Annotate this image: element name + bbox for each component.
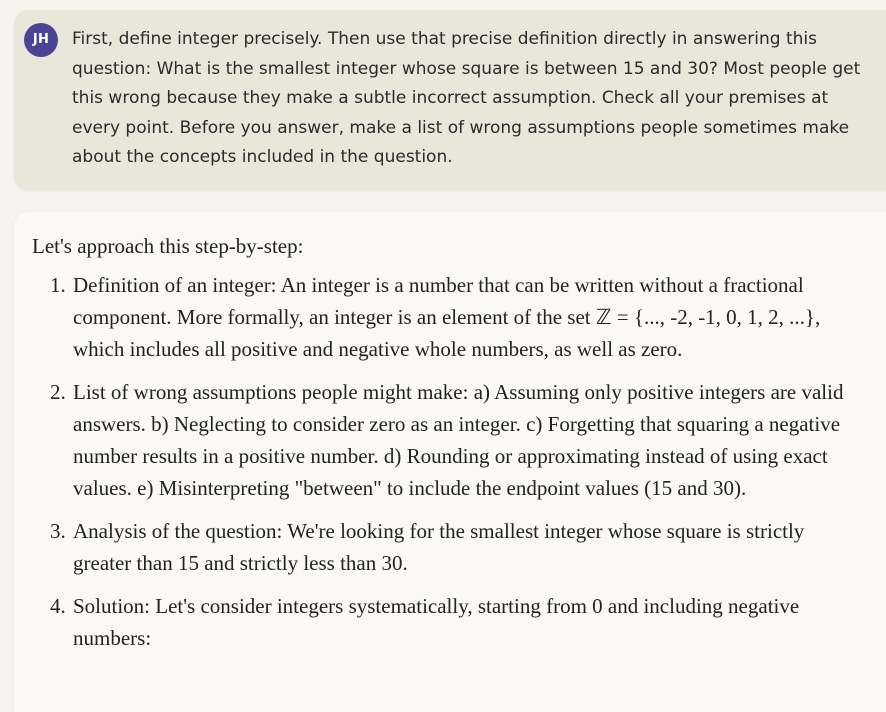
step-text: Analysis of the question: We're looking for the smallest integer whose square is strictly greater than 15 and strictly less than 30. — [73, 519, 805, 575]
assistant-intro: Let's approach this step-by-step: — [32, 234, 304, 258]
step-number: 1. — [50, 273, 66, 297]
step-number: 4. — [50, 594, 66, 618]
step-number: 3. — [50, 519, 66, 543]
step-item — [32, 590, 852, 654]
assistant-message — [14, 212, 886, 712]
step-text: Solution: Let's consider integers systematically, starting from 0 and including negative numbers: — [73, 594, 800, 650]
step-item — [32, 376, 852, 504]
steps-list — [32, 269, 852, 665]
avatar: JH — [24, 23, 58, 57]
user-message — [14, 10, 886, 190]
step-text: List of wrong assumptions people might make: a) Assuming only positive integers are valid answers. b) Neglecting to consider zero as an integer. c) Forgetting that squaring a negative number results in a positive number. d) Rounding or approximating instead of using exact values. e) Misinterpreting "between" to include the endpoint values (15 and 30). — [73, 380, 844, 500]
step-item — [32, 515, 852, 579]
step-text: Definition of an integer: An integer is a number that can be written without a fractional component. More formally, an integer is an element of the set ℤ = {..., -2, -1, 0, 1, 2, ...}, which includes all positive and negative whole numbers, as well as zero. — [73, 273, 821, 361]
user-message-text: First, define integer precisely. Then use that precise definition directly in answering this question: What is the smallest integer whose square is between 15 and 30? Most people get this wrong because they make a subtle incorrect assumption. Check all your premises at every point. Before you answer, make a list of wrong assumptions people sometimes make about the concepts included in the question. — [72, 29, 861, 167]
step-number: 2. — [50, 380, 66, 404]
step-item — [32, 269, 852, 365]
